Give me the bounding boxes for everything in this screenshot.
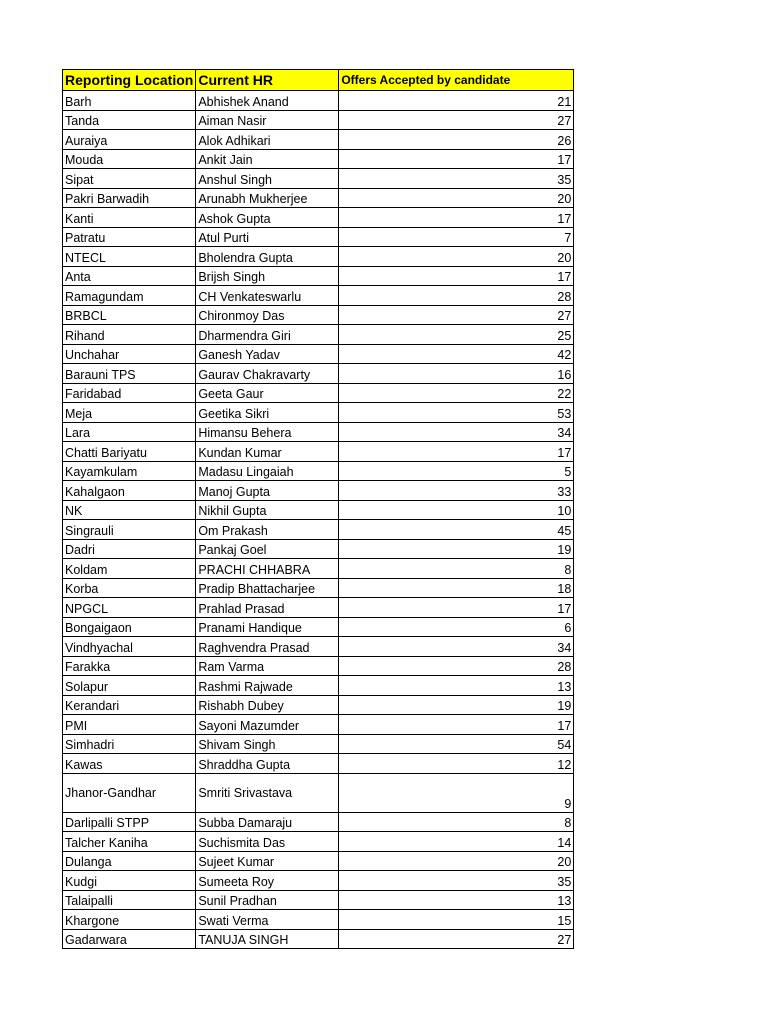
hr-name-cell[interactable]: Rashmi Rajwade xyxy=(196,676,339,696)
table-row xyxy=(63,617,574,637)
location-cell[interactable]: Kudgi xyxy=(63,871,196,891)
table-row xyxy=(63,403,574,423)
table-row xyxy=(63,832,574,852)
table-body xyxy=(63,91,574,949)
offers-count-cell[interactable]: 19 xyxy=(339,539,574,559)
offers-count-cell[interactable]: 28 xyxy=(339,286,574,306)
location-cell[interactable]: NTECL xyxy=(63,247,196,267)
table-row xyxy=(63,91,574,111)
location-cell[interactable]: Lara xyxy=(63,422,196,442)
location-cell[interactable]: Koldam xyxy=(63,559,196,579)
location-cell[interactable]: Unchahar xyxy=(63,344,196,364)
location-cell[interactable]: Rihand xyxy=(63,325,196,345)
hr-name-cell[interactable]: Bholendra Gupta xyxy=(196,247,339,267)
spreadsheet-table xyxy=(62,69,574,949)
offers-count-cell[interactable]: 17 xyxy=(339,442,574,462)
table-row xyxy=(63,637,574,657)
offers-count-cell[interactable]: 8 xyxy=(339,559,574,579)
hr-name-cell[interactable]: Geeta Gaur xyxy=(196,383,339,403)
hr-name-cell[interactable]: Nikhil Gupta xyxy=(196,500,339,520)
table-row xyxy=(63,169,574,189)
hr-name-cell[interactable]: Brijsh Singh xyxy=(196,266,339,286)
hr-name-cell[interactable]: Abhishek Anand xyxy=(196,91,339,111)
hr-name-cell[interactable]: Subba Damaraju xyxy=(196,812,339,832)
hr-name-cell[interactable]: Swati Verma xyxy=(196,910,339,930)
location-cell[interactable]: Solapur xyxy=(63,676,196,696)
location-cell[interactable]: Khargone xyxy=(63,910,196,930)
location-cell[interactable]: Chatti Bariyatu xyxy=(63,442,196,462)
hr-name-cell[interactable]: Ganesh Yadav xyxy=(196,344,339,364)
table-row xyxy=(63,481,574,501)
offers-count-cell[interactable]: 20 xyxy=(339,247,574,267)
hr-name-cell[interactable]: Chironmoy Das xyxy=(196,305,339,325)
offers-count-cell[interactable]: 12 xyxy=(339,754,574,774)
offers-count-cell[interactable]: 21 xyxy=(339,91,574,111)
hr-name-cell[interactable]: Ram Varma xyxy=(196,656,339,676)
table-row xyxy=(63,734,574,754)
table-row xyxy=(63,871,574,891)
location-cell[interactable]: Talaipalli xyxy=(63,890,196,910)
offers-count-cell[interactable]: 26 xyxy=(339,130,574,150)
table-row xyxy=(63,578,574,598)
location-cell[interactable]: Kanti xyxy=(63,208,196,228)
hr-name-cell[interactable]: Sujeet Kumar xyxy=(196,851,339,871)
location-cell[interactable]: Mouda xyxy=(63,149,196,169)
offers-count-cell[interactable]: 6 xyxy=(339,617,574,637)
location-cell[interactable]: Darlipalli STPP xyxy=(63,812,196,832)
offers-count-cell[interactable]: 13 xyxy=(339,890,574,910)
offers-count-cell[interactable]: 18 xyxy=(339,578,574,598)
table-row xyxy=(63,890,574,910)
location-cell[interactable]: Auraiya xyxy=(63,130,196,150)
location-cell[interactable]: Kayamkulam xyxy=(63,461,196,481)
hr-name-cell[interactable]: Himansu Behera xyxy=(196,422,339,442)
offers-count-cell[interactable]: 7 xyxy=(339,227,574,247)
offers-count-cell[interactable]: 9 xyxy=(339,773,574,812)
location-cell[interactable]: Singrauli xyxy=(63,520,196,540)
hr-name-cell[interactable]: Gaurav Chakravarty xyxy=(196,364,339,384)
offers-count-cell[interactable]: 17 xyxy=(339,715,574,735)
location-cell[interactable]: Vindhyachal xyxy=(63,637,196,657)
table-row xyxy=(63,442,574,462)
table-row xyxy=(63,110,574,130)
table-row xyxy=(63,208,574,228)
hr-name-cell[interactable]: Pradip Bhattacharjee xyxy=(196,578,339,598)
offers-count-cell[interactable]: 14 xyxy=(339,832,574,852)
offers-count-cell[interactable]: 22 xyxy=(339,383,574,403)
table-row xyxy=(63,130,574,150)
table-row xyxy=(63,773,574,812)
table-row xyxy=(63,715,574,735)
location-cell[interactable]: Anta xyxy=(63,266,196,286)
location-cell[interactable]: Farakka xyxy=(63,656,196,676)
table-row xyxy=(63,188,574,208)
hr-name-cell[interactable]: Prahlad Prasad xyxy=(196,598,339,618)
hr-name-cell[interactable]: Pankaj Goel xyxy=(196,539,339,559)
table-row xyxy=(63,754,574,774)
offers-count-cell[interactable]: 27 xyxy=(339,110,574,130)
table-row xyxy=(63,325,574,345)
offers-count-cell[interactable]: 35 xyxy=(339,169,574,189)
offers-count-cell[interactable]: 17 xyxy=(339,266,574,286)
header-current-hr[interactable]: Current HR xyxy=(196,70,339,91)
table-row xyxy=(63,461,574,481)
table-row xyxy=(63,520,574,540)
location-cell[interactable]: BRBCL xyxy=(63,305,196,325)
table-row xyxy=(63,851,574,871)
hr-name-cell[interactable]: Anshul Singh xyxy=(196,169,339,189)
hr-name-cell[interactable]: CH Venkateswarlu xyxy=(196,286,339,306)
hr-name-cell[interactable]: Suchismita Das xyxy=(196,832,339,852)
hr-name-cell[interactable]: Arunabh Mukherjee xyxy=(196,188,339,208)
table-row xyxy=(63,559,574,579)
offers-count-cell[interactable]: 17 xyxy=(339,598,574,618)
hr-name-cell[interactable]: Rishabh Dubey xyxy=(196,695,339,715)
offers-count-cell[interactable]: 17 xyxy=(339,149,574,169)
offers-count-cell[interactable]: 17 xyxy=(339,208,574,228)
offers-count-cell[interactable]: 45 xyxy=(339,520,574,540)
hr-name-cell[interactable]: Madasu Lingaiah xyxy=(196,461,339,481)
hr-name-cell[interactable]: Ashok Gupta xyxy=(196,208,339,228)
hr-name-cell[interactable]: PRACHI CHHABRA xyxy=(196,559,339,579)
location-cell[interactable]: Barauni TPS xyxy=(63,364,196,384)
offers-count-cell[interactable]: 20 xyxy=(339,851,574,871)
table-row xyxy=(63,364,574,384)
location-cell[interactable]: Dadri xyxy=(63,539,196,559)
hr-name-cell[interactable]: Aiman Nasir xyxy=(196,110,339,130)
offers-count-cell[interactable]: 20 xyxy=(339,188,574,208)
table-row xyxy=(63,539,574,559)
hr-name-cell[interactable]: Dharmendra Giri xyxy=(196,325,339,345)
location-cell[interactable]: Meja xyxy=(63,403,196,423)
header-row xyxy=(63,70,574,91)
hr-name-cell[interactable]: Ankit Jain xyxy=(196,149,339,169)
hr-name-cell[interactable]: Shraddha Gupta xyxy=(196,754,339,774)
table-row xyxy=(63,266,574,286)
location-cell[interactable]: Gadarwara xyxy=(63,929,196,949)
hr-name-cell[interactable]: Pranami Handique xyxy=(196,617,339,637)
hr-name-cell[interactable]: Om Prakash xyxy=(196,520,339,540)
location-cell[interactable]: Korba xyxy=(63,578,196,598)
location-cell[interactable]: Kerandari xyxy=(63,695,196,715)
offers-count-cell[interactable]: 34 xyxy=(339,422,574,442)
hr-name-cell[interactable]: Raghvendra Prasad xyxy=(196,637,339,657)
table-row xyxy=(63,383,574,403)
hr-name-cell[interactable]: Shivam Singh xyxy=(196,734,339,754)
table-row xyxy=(63,286,574,306)
hr-name-cell[interactable]: TANUJA SINGH xyxy=(196,929,339,949)
offers-count-cell[interactable]: 54 xyxy=(339,734,574,754)
offers-count-cell[interactable]: 19 xyxy=(339,695,574,715)
table-row xyxy=(63,344,574,364)
hr-name-cell[interactable]: Sunil Pradhan xyxy=(196,890,339,910)
hr-name-cell[interactable]: Atul Purti xyxy=(196,227,339,247)
table-row xyxy=(63,598,574,618)
offers-count-cell[interactable]: 5 xyxy=(339,461,574,481)
table-row xyxy=(63,227,574,247)
header-reporting-location[interactable]: Reporting Location xyxy=(63,70,196,91)
offers-count-cell[interactable]: 53 xyxy=(339,403,574,423)
location-cell[interactable]: Barh xyxy=(63,91,196,111)
location-cell[interactable]: Kahalgaon xyxy=(63,481,196,501)
offers-count-cell[interactable]: 28 xyxy=(339,656,574,676)
table-row xyxy=(63,910,574,930)
header-offers-accepted[interactable]: Offers Accepted by candidate xyxy=(339,70,574,91)
table-row xyxy=(63,149,574,169)
offers-count-cell[interactable]: 8 xyxy=(339,812,574,832)
hr-name-cell[interactable]: Geetika Sikri xyxy=(196,403,339,423)
table-row xyxy=(63,656,574,676)
table-row xyxy=(63,676,574,696)
hr-name-cell[interactable]: Kundan Kumar xyxy=(196,442,339,462)
location-cell[interactable]: Patratu xyxy=(63,227,196,247)
location-cell[interactable]: PMI xyxy=(63,715,196,735)
location-cell[interactable]: NPGCL xyxy=(63,598,196,618)
table-row xyxy=(63,422,574,442)
offers-count-cell[interactable]: 13 xyxy=(339,676,574,696)
location-cell[interactable]: Simhadri xyxy=(63,734,196,754)
table-row xyxy=(63,247,574,267)
location-cell[interactable]: Faridabad xyxy=(63,383,196,403)
hr-name-cell[interactable]: Alok Adhikari xyxy=(196,130,339,150)
offers-count-cell[interactable]: 16 xyxy=(339,364,574,384)
hr-name-cell[interactable]: Smriti Srivastava xyxy=(196,773,339,812)
location-cell[interactable]: Bongaigaon xyxy=(63,617,196,637)
offers-count-cell[interactable]: 35 xyxy=(339,871,574,891)
offers-count-cell[interactable]: 33 xyxy=(339,481,574,501)
location-cell[interactable]: Talcher Kaniha xyxy=(63,832,196,852)
offers-count-cell[interactable]: 27 xyxy=(339,305,574,325)
offers-count-cell[interactable]: 42 xyxy=(339,344,574,364)
location-cell[interactable]: Sipat xyxy=(63,169,196,189)
location-cell[interactable]: Ramagundam xyxy=(63,286,196,306)
location-cell[interactable]: Kawas xyxy=(63,754,196,774)
location-cell[interactable]: Dulanga xyxy=(63,851,196,871)
table-row xyxy=(63,305,574,325)
location-cell[interactable]: Jhanor-Gandhar xyxy=(63,773,196,812)
offers-count-cell[interactable]: 34 xyxy=(339,637,574,657)
hr-name-cell[interactable]: Manoj Gupta xyxy=(196,481,339,501)
location-cell[interactable]: Pakri Barwadih xyxy=(63,188,196,208)
location-cell[interactable]: Tanda xyxy=(63,110,196,130)
table-header xyxy=(63,70,574,91)
location-cell[interactable]: NK xyxy=(63,500,196,520)
table-row xyxy=(63,695,574,715)
table-row xyxy=(63,812,574,832)
offers-count-cell[interactable]: 10 xyxy=(339,500,574,520)
offers-count-cell[interactable]: 27 xyxy=(339,929,574,949)
hr-name-cell[interactable]: Sumeeta Roy xyxy=(196,871,339,891)
table-row xyxy=(63,500,574,520)
offers-count-cell[interactable]: 25 xyxy=(339,325,574,345)
hr-name-cell[interactable]: Sayoni Mazumder xyxy=(196,715,339,735)
offers-count-cell[interactable]: 15 xyxy=(339,910,574,930)
table-row xyxy=(63,929,574,949)
